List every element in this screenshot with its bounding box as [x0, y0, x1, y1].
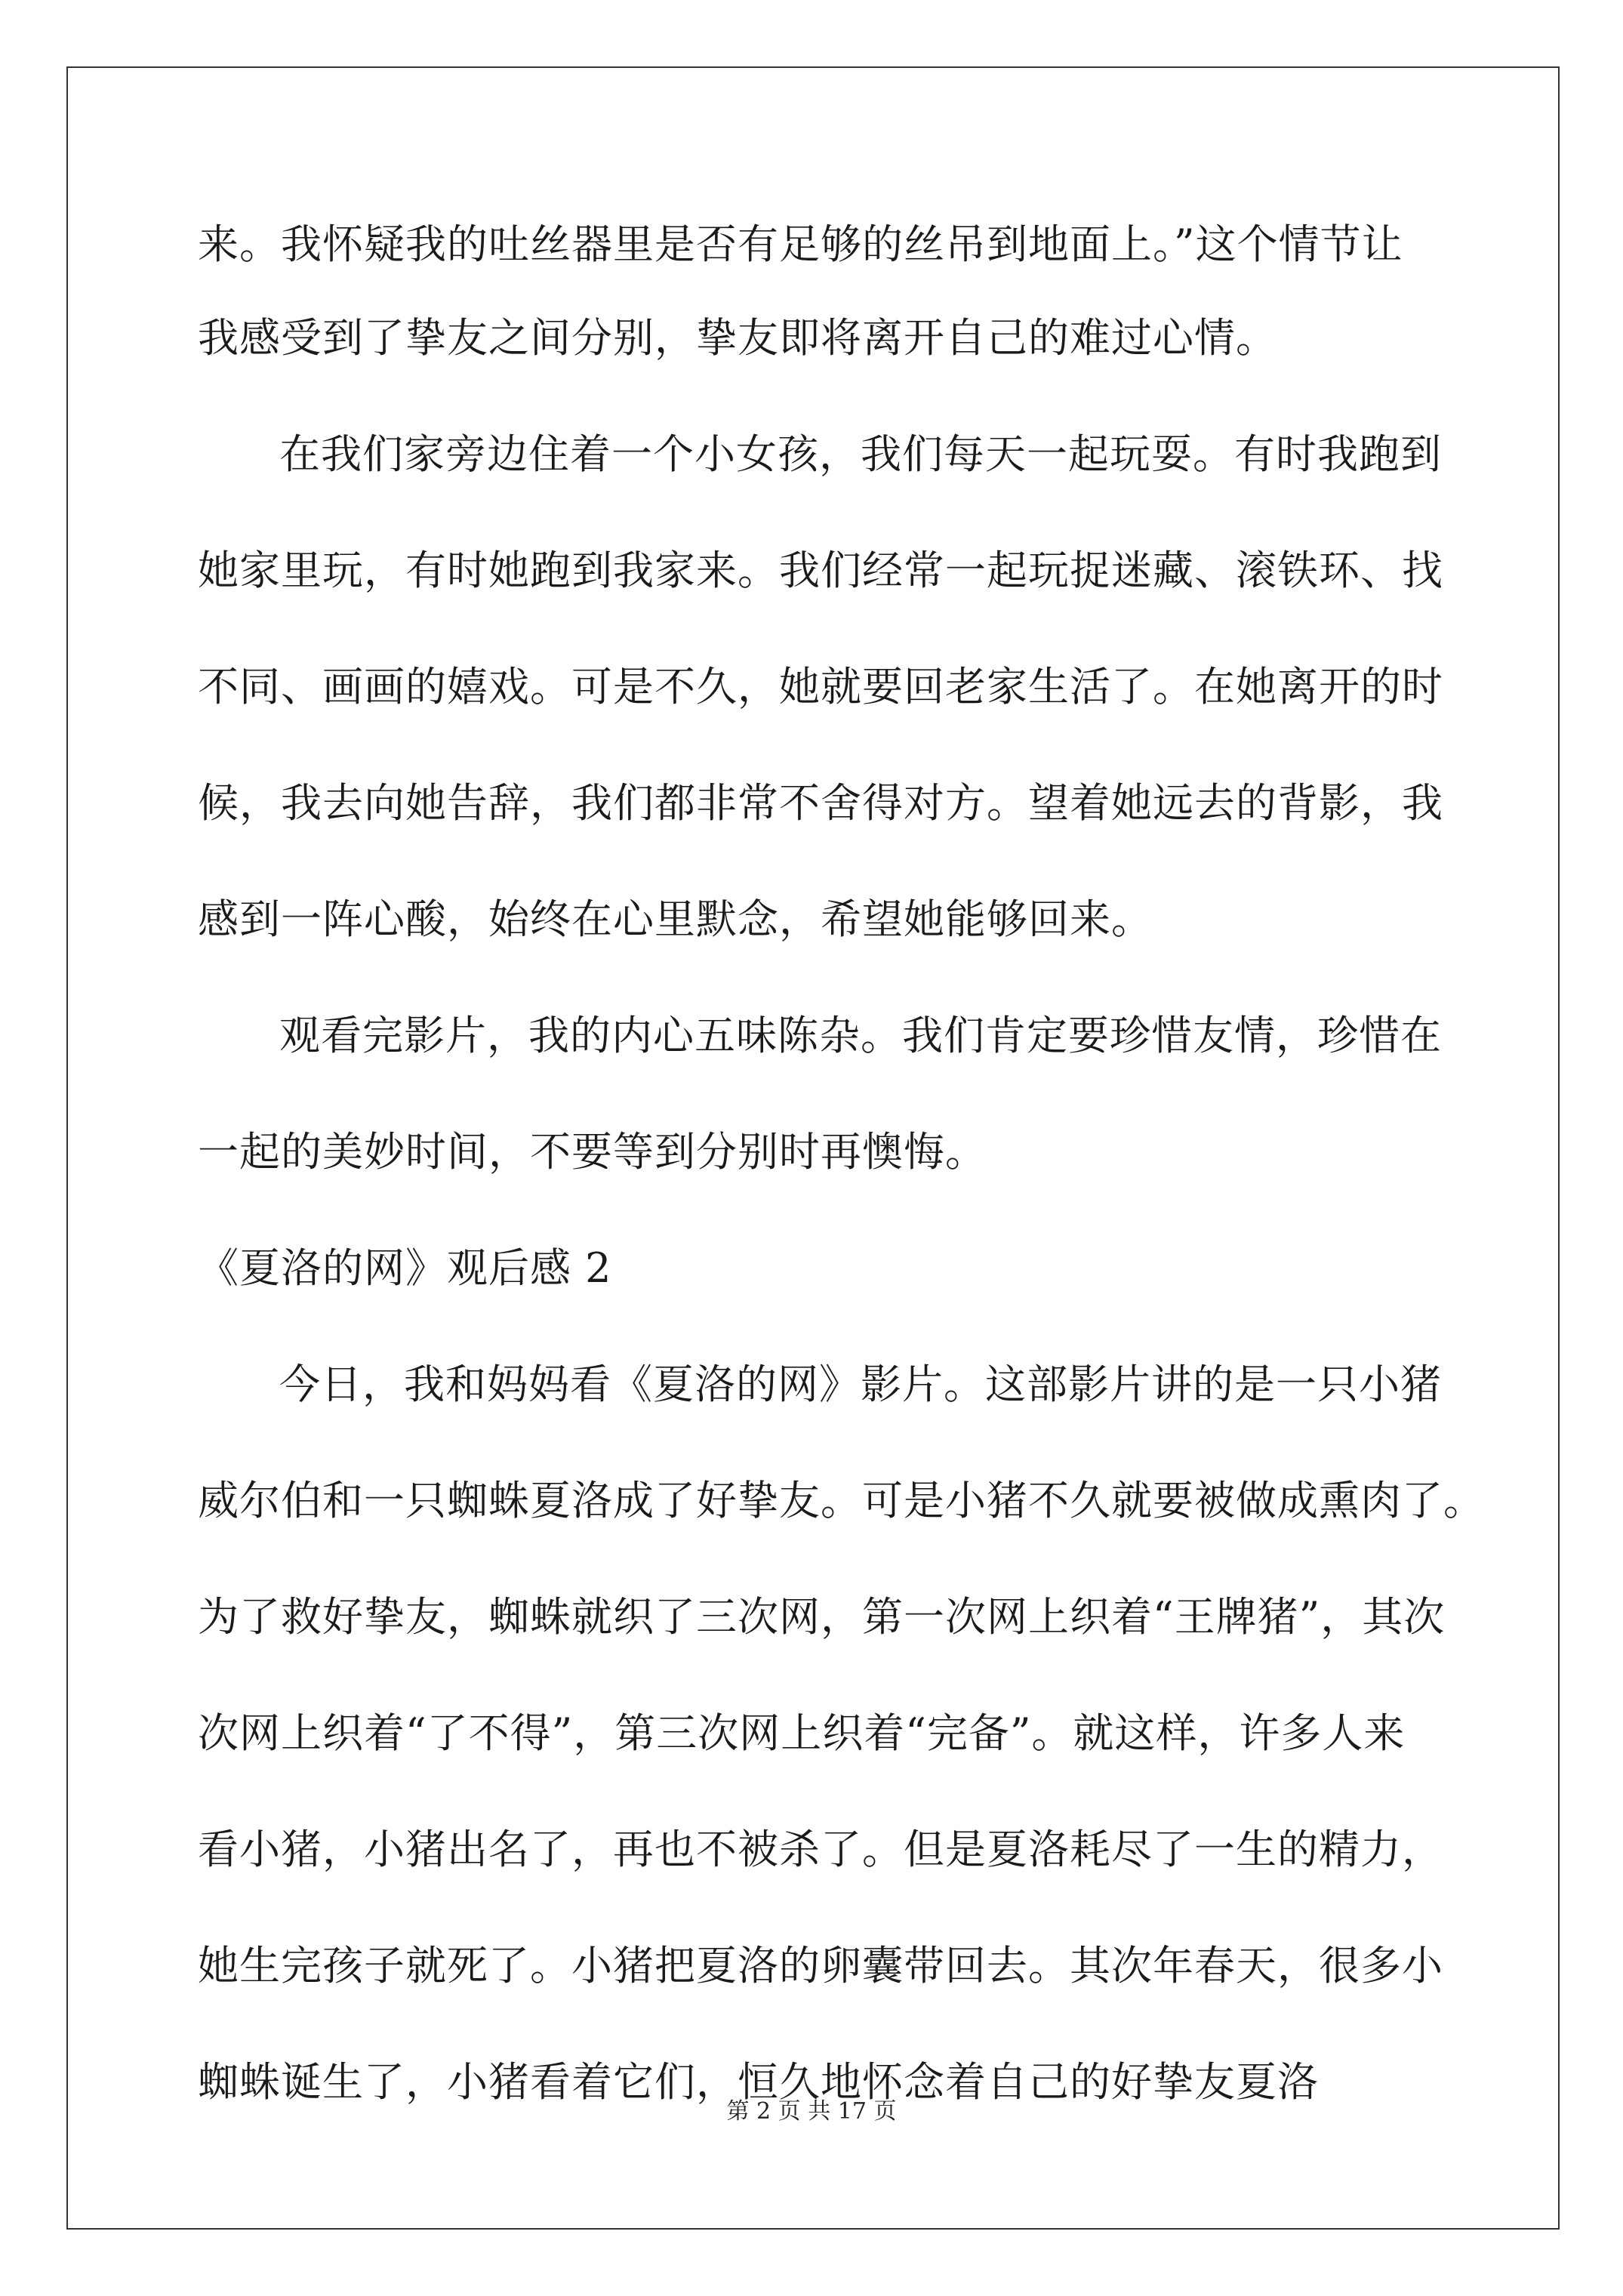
- paragraph-line: 蜘蛛诞生了，小猪看着它们，恒久地怀念着自己的好挚友夏洛: [198, 2058, 1319, 2106]
- paragraph-line: 威尔伯和一只蜘蛛夏洛成了好挚友。可是小猪不久就要被做成熏肉了。: [198, 1477, 1485, 1524]
- paragraph-line: 她家里玩，有时她跑到我家来。我们经常一起玩捉迷藏、滚铁环、找: [198, 547, 1443, 594]
- paragraph-line: 一起的美妙时间，不要等到分别时再懊悔。: [198, 1128, 987, 1176]
- paragraph-line: 观看完影片，我的内心五味陈杂。我们肯定要珍惜友情，珍惜在: [279, 1012, 1442, 1059]
- paragraph-line: 我感受到了挚友之间分别，挚友即将离开自己的难过心情。: [198, 314, 1277, 362]
- page-number-footer: 第 2 页 共 17 页: [726, 2098, 897, 2125]
- paragraph-line: 候，我去向她告辞，我们都非常不舍得对方。望着她远去的背影，我: [198, 779, 1443, 827]
- paragraph-line: 为了救好挚友，蜘蛛就织了三次网，第一次网上织着“王牌猪”，其次: [198, 1593, 1446, 1641]
- paragraph-line: 今日，我和妈妈看《夏洛的网》影片。这部影片讲的是一只小猪: [279, 1361, 1442, 1408]
- section-title: 《夏洛的网》观后感 2: [198, 1244, 612, 1292]
- paragraph-line: 她生完孩子就死了。小猪把夏洛的卵囊带回去。其次年春天，很多小: [198, 1942, 1443, 1989]
- paragraph-line: 次网上织着“了不得”，第三次网上织着“完备”。就这样，许多人来: [198, 1709, 1406, 1757]
- paragraph-line: 不同、画画的嬉戏。可是不久，她就要回老家生活了。在她离开的时: [198, 663, 1443, 710]
- paragraph-line: 感到一阵心酸，始终在心里默念，希望她能够回来。: [198, 895, 1153, 943]
- paragraph-line: 看小猪，小猪出名了，再也不被杀了。但是夏洛耗尽了一生的精力，: [198, 1826, 1443, 1873]
- paragraph-line: 来。我怀疑我的吐丝器里是否有足够的丝吊到地面上。”这个情节让: [198, 220, 1403, 268]
- paragraph-line: 在我们家旁边住着一个小女孩，我们每天一起玩耍。有时我跑到: [279, 430, 1442, 478]
